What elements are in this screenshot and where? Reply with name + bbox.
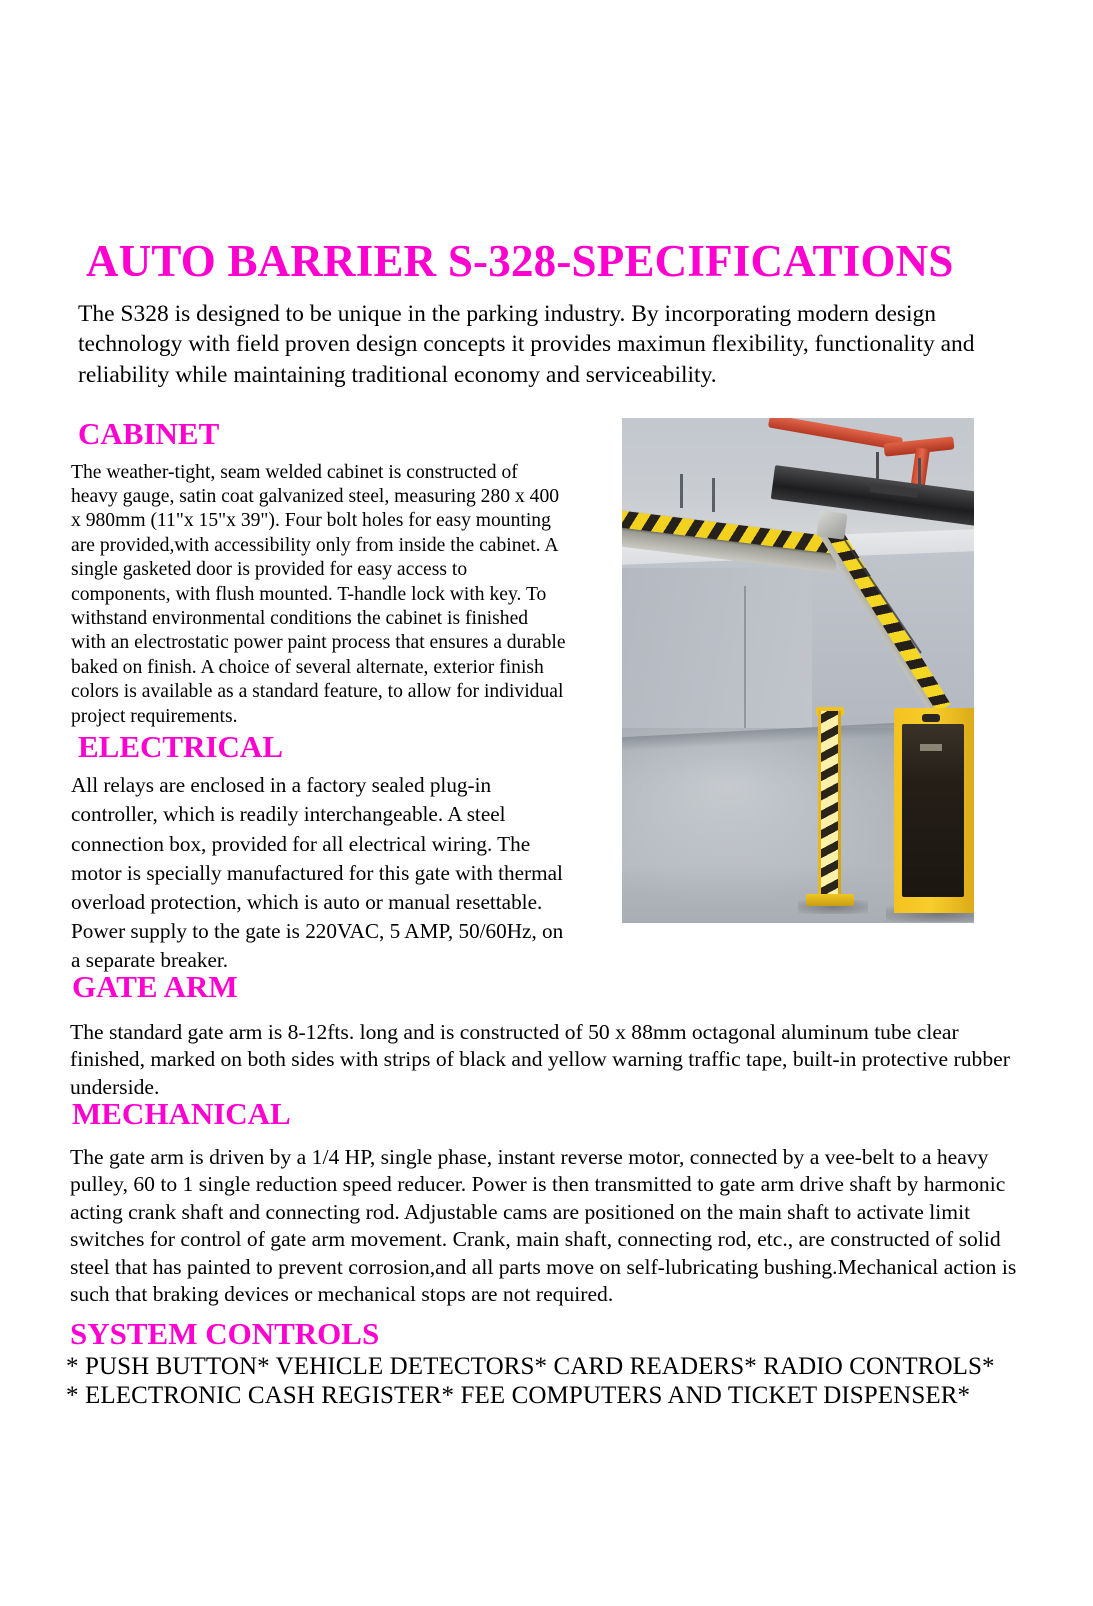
page-title: AUTO BARRIER S-328-SPECIFICATIONS [86, 236, 954, 287]
intro-paragraph: The S328 is designed to be unique in the parking industry. By incorporating modern design technology with field proven design concepts it provides maximun flexibility, functionality and reliability while maintaining traditional economy and serviceability. [78, 300, 975, 388]
section-body-electrical: All relays are enclosed in a factory sealed plug-in controller, which is readily interchangeable. A steel connection box, provided for all electrical wiring. The motor is specially manufactured for this gate with thermal overload protection, which is auto or manual resettable. Power supply to the gate is 220VAC, 5 AMP, 50/60Hz, on a separate breaker. [71, 773, 564, 973]
section-heading-mechanical: MECHANICAL [72, 1095, 291, 1131]
gate-arm-joint [816, 510, 847, 540]
section-body-gate-arm: The standard gate arm is 8-12fts. long and is constructed of 50 x 88mm octagonal aluminum tube clear finished, marked on both sides with strips of black and yellow warning traffic tape, built-in protective rubber underside. [70, 1019, 1010, 1099]
safety-bollard [818, 711, 841, 898]
system-controls-line-2: * ELECTRONIC CASH REGISTER* FEE COMPUTERS AND TICKET DISPENSER* [66, 1382, 971, 1409]
section-heading-electrical: ELECTRICAL [78, 728, 283, 764]
barrier-installation-photo [622, 418, 974, 923]
section-body-mechanical: The gate arm is driven by a 1/4 HP, single phase, instant reverse motor, connected by a vee-belt to a heavy pulley, 60 to 1 single reduction speed reducer. Power is then transmitted to gate arm drive shaft by harmonic acting crank shaft and connecting rod. Adjustable cams are positioned on the main shaft to activate limit switches for control of gate arm movement. Crank, main shaft, connecting rod, etc., are constructed of solid steel that has painted to prevent corrosion,and all parts move on self-lubricating bushing.Mechanical action is such that braking devices or mechanical stops are not required. [70, 1144, 1017, 1307]
cabinet-badge [920, 744, 942, 751]
cabinet-t-handle-lock [922, 714, 940, 722]
ceiling-rod-left [680, 474, 683, 508]
ceiling-rod-right [712, 478, 715, 512]
section-body-cabinet: The weather-tight, seam welded cabinet is constructed of heavy gauge, satin coat galvanized steel, measuring 280 x 400 x 980mm (11"x 15"x 39"). Four bolt holes for easy mounting are provided,with accessibility only from inside the cabinet. A single gasketed door is provided for easy access to components, with flush mounted. T-handle lock with key. To withstand environmental conditions the cabinet is finished with an electrostatic power paint process that ensures a durable baked on finish. A choice of several alternate, exterior finish colors is available as a standard feature, to allow for individual project requirements. [71, 461, 566, 727]
section-heading-cabinet: CABINET [78, 415, 220, 451]
section-heading-system-controls: SYSTEM CONTROLS [70, 1315, 380, 1351]
bollard-base-plate [806, 894, 854, 906]
system-controls-list [66, 1352, 1026, 1410]
section-heading-gate-arm: GATE ARM [72, 968, 238, 1004]
system-controls-line-1: * PUSH BUTTON* VEHICLE DETECTORS* CARD READERS* RADIO CONTROLS* [66, 1353, 995, 1380]
